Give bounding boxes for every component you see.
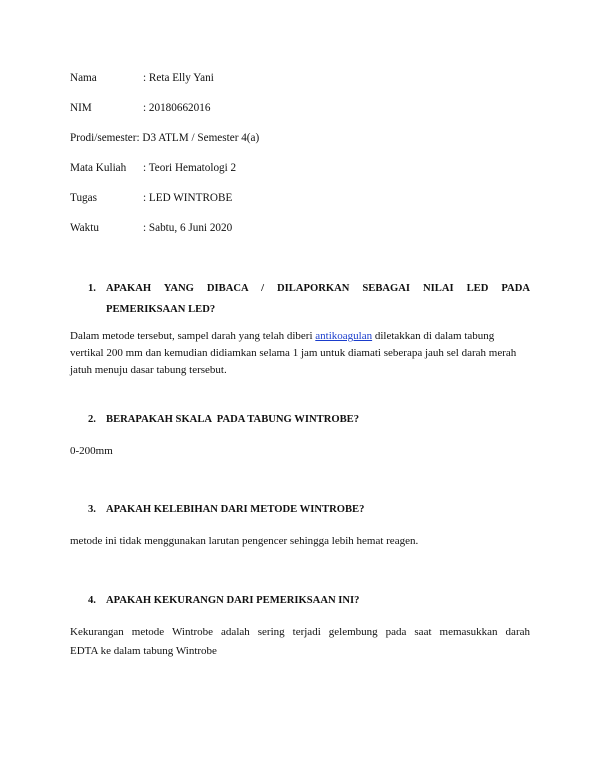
question-number: 4. bbox=[88, 595, 96, 606]
question-1-answer bbox=[70, 328, 530, 379]
info-value: : 20180662016 bbox=[143, 102, 211, 114]
question-2-answer: 0-200mm bbox=[70, 445, 113, 457]
question-4-answer bbox=[70, 624, 530, 660]
question-title-line1: APAKAH YANG DIBACA / DILAPORKAN SEBAGAI NILAI LED PADA bbox=[106, 283, 530, 294]
answer-line2: EDTA ke dalam tabung Wintrobe bbox=[70, 645, 217, 657]
answer-text-before: Dalam metode tersebut, sampel darah yang telah diberi bbox=[70, 330, 316, 342]
question-title: APAKAH KELEBIHAN DARI METODE WINTROBE? bbox=[106, 504, 365, 515]
info-value: : D3 ATLM / Semester 4(a) bbox=[136, 132, 260, 144]
info-value: : Sabtu, 6 Juni 2020 bbox=[143, 222, 233, 234]
info-label: Waktu bbox=[70, 222, 99, 234]
question-3-answer: metode ini tidak menggunakan larutan pengencer sehingga lebih hemat reagen. bbox=[70, 535, 419, 547]
info-label: NIM bbox=[70, 102, 92, 114]
question-title-line2: PEMERIKSAAN LED? bbox=[106, 304, 216, 315]
question-title: APAKAH KEKURANGN DARI PEMERIKSAAN INI? bbox=[106, 595, 360, 606]
answer-line1: Kekurangan metode Wintrobe adalah sering terjadi gelembung pada saat memasukkan darah bbox=[70, 626, 530, 638]
question-number: 3. bbox=[88, 504, 96, 515]
info-row-nim bbox=[70, 101, 210, 115]
question-number: 1. bbox=[88, 283, 96, 294]
answer-text-after: diletakkan di dalam tabung vertikal 200 mm dan kemudian didiamkan selama 1 jam untuk diamati seberapa jauh sel darah merah jatuh menuju dasar tabung tersebut. bbox=[70, 330, 517, 376]
info-value: : Reta Elly Yani bbox=[143, 72, 214, 84]
info-value: : LED WINTROBE bbox=[143, 192, 233, 204]
info-label: Nama bbox=[70, 72, 97, 84]
info-label: Tugas bbox=[70, 192, 97, 204]
antikoagulan-link[interactable]: antikoagulan bbox=[315, 330, 373, 342]
info-label: Mata Kuliah bbox=[70, 162, 127, 174]
info-value: : Teori Hematologi 2 bbox=[143, 162, 237, 174]
info-row-mata-kuliah bbox=[70, 161, 236, 175]
info-row-nama bbox=[70, 71, 214, 85]
info-row-tugas bbox=[70, 191, 232, 205]
question-number: 2. bbox=[88, 414, 96, 425]
info-label: Prodi/semester bbox=[70, 132, 137, 144]
info-row-waktu bbox=[70, 221, 232, 235]
question-title: BERAPAKAH SKALA PADA TABUNG WINTROBE? bbox=[106, 414, 360, 425]
info-row-prodi bbox=[70, 131, 259, 145]
